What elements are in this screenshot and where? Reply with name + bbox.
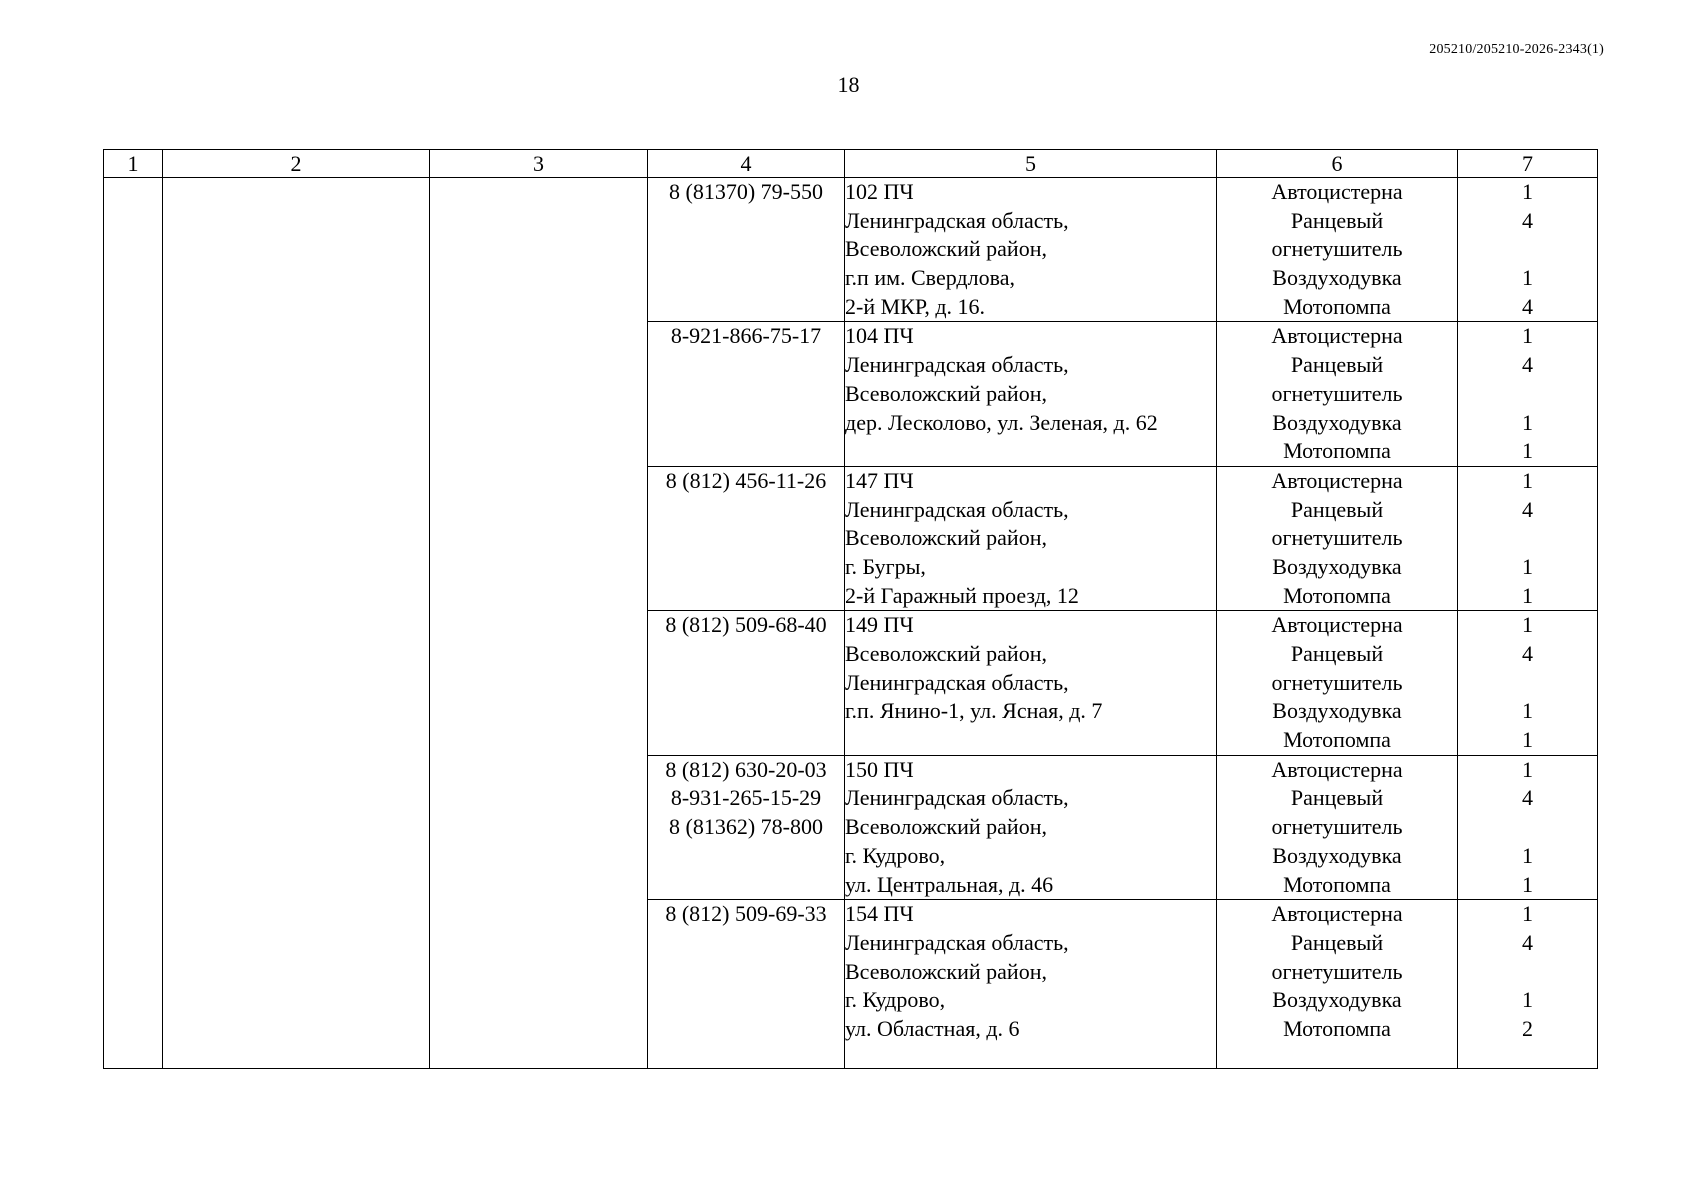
quantity-cell	[1458, 611, 1598, 755]
equipment-cell-line: Воздуходувка	[1272, 409, 1402, 435]
address-cell-line: Всеволожский район,	[845, 641, 1047, 666]
column-header-6: 6	[1217, 150, 1458, 178]
address-cell-line: ул. Центральная, д. 46	[845, 871, 1054, 897]
phone-cell	[648, 322, 845, 466]
quantity-cell-line: 1	[1522, 323, 1533, 349]
address-cell-line: г. Бугры,	[845, 553, 926, 579]
address-cell-line: Ленинградская область,	[845, 785, 1069, 811]
phone-cell	[648, 178, 845, 322]
address-cell-line: 2-й МКР, д. 16.	[845, 293, 986, 319]
quantity-cell-line: 1	[1522, 987, 1533, 1013]
equipment-cell-line: Ранцевый	[1290, 496, 1384, 522]
equipment-cell-line: Автоцистерна	[1271, 179, 1403, 204]
equipment-cell	[1217, 178, 1458, 322]
quantity-cell-line	[1458, 958, 1597, 987]
address-cell-line: Ленинградская область,	[845, 207, 1069, 233]
address-cell-line: Всеволожский район,	[845, 814, 1047, 840]
quantity-cell-line: 4	[1522, 293, 1533, 319]
address-cell-line: Ленинградская область,	[845, 929, 1069, 955]
phone-cell-line: 8 (812) 456-11-26	[665, 467, 827, 493]
phone-cell	[648, 900, 845, 1069]
address-cell-line: 147 ПЧ	[845, 467, 914, 493]
equipment-cell-line: Мотопомпа	[1283, 438, 1391, 464]
equipment-cell-line: огнетушитель	[1271, 958, 1403, 984]
phone-cell-line: 8-921-866-75-17	[670, 323, 822, 349]
quantity-cell-line	[1458, 235, 1597, 264]
fire-stations-table	[103, 149, 1598, 1069]
address-cell-line: г. Кудрово,	[845, 987, 946, 1013]
phone-cell	[648, 466, 845, 610]
table-row	[104, 178, 1598, 322]
document-id: 205210/205210-2026-2343(1)	[1429, 42, 1604, 57]
equipment-cell-line: Мотопомпа	[1283, 582, 1391, 608]
col3-cell	[430, 178, 648, 1069]
phone-cell-line: 8-931-265-15-29	[670, 785, 822, 811]
quantity-cell-line: 4	[1522, 207, 1533, 233]
equipment-cell-line: Автоцистерна	[1271, 323, 1403, 349]
equipment-cell-line: Мотопомпа	[1283, 293, 1391, 319]
equipment-cell-line: Мотопомпа	[1283, 871, 1391, 897]
equipment-cell-line: Ранцевый	[1290, 785, 1384, 811]
equipment-cell-line: огнетушитель	[1271, 236, 1403, 262]
phone-cell-line: 8 (81362) 78-800	[669, 814, 823, 840]
address-cell-line: 149 ПЧ	[845, 612, 914, 638]
equipment-cell-line: Воздуходувка	[1272, 265, 1402, 291]
quantity-cell-line: 1	[1522, 438, 1533, 464]
column-header-1: 1	[104, 150, 163, 178]
column-header-7: 7	[1458, 150, 1598, 178]
quantity-cell-line: 1	[1522, 727, 1533, 753]
address-cell	[845, 466, 1217, 610]
quantity-cell-line: 1	[1522, 871, 1533, 897]
equipment-cell-line: Воздуходувка	[1272, 698, 1402, 724]
quantity-cell-line: 1	[1522, 698, 1533, 724]
address-cell-line: Всеволожский район,	[845, 380, 1047, 406]
column-header-3: 3	[430, 150, 648, 178]
equipment-cell-line: Автоцистерна	[1271, 467, 1403, 493]
quantity-cell-line: 1	[1522, 842, 1533, 868]
phone-cell-line: 8 (812) 509-69-33	[665, 901, 827, 927]
phone-cell-line: 8 (812) 509-68-40	[665, 612, 827, 638]
quantity-cell-line: 1	[1522, 901, 1533, 927]
equipment-cell-line: огнетушитель	[1271, 525, 1403, 551]
quantity-cell-line: 4	[1522, 641, 1533, 666]
quantity-cell	[1458, 900, 1598, 1069]
equipment-cell-line: Автоцистерна	[1271, 901, 1403, 927]
address-cell-line: Ленинградская область,	[845, 352, 1069, 378]
column-header-5: 5	[845, 150, 1217, 178]
address-cell-line: 104 ПЧ	[845, 323, 914, 349]
quantity-cell-line: 4	[1522, 496, 1533, 522]
address-cell-line: дер. Лесколово, ул. Зеленая, д. 62	[845, 409, 1158, 435]
quantity-cell-line: 4	[1522, 785, 1533, 811]
address-cell-line: г. Кудрово,	[845, 842, 946, 868]
quantity-cell-line: 4	[1522, 352, 1533, 378]
equipment-cell	[1217, 900, 1458, 1069]
equipment-cell	[1217, 322, 1458, 466]
quantity-cell-line	[1458, 813, 1597, 842]
quantity-cell-line: 1	[1522, 265, 1533, 291]
quantity-cell	[1458, 466, 1598, 610]
equipment-cell-line: огнетушитель	[1271, 380, 1403, 406]
address-cell-line: г.п. Янино-1, ул. Ясная, д. 7	[845, 698, 1103, 724]
equipment-cell-line: огнетушитель	[1271, 814, 1403, 840]
address-cell-line: г.п им. Свердлова,	[845, 265, 1015, 291]
quantity-cell-line: 1	[1522, 409, 1533, 435]
equipment-cell-line: Ранцевый	[1290, 929, 1384, 955]
quantity-cell-line: 1	[1522, 612, 1533, 638]
equipment-cell	[1217, 611, 1458, 755]
equipment-cell	[1217, 466, 1458, 610]
address-cell	[845, 900, 1217, 1069]
address-cell-line: Всеволожский район,	[845, 958, 1047, 984]
address-cell-line: 150 ПЧ	[845, 756, 914, 782]
equipment-cell-line: Мотопомпа	[1283, 727, 1391, 753]
column-header-row	[104, 150, 1598, 178]
equipment-cell-line: Автоцистерна	[1271, 612, 1403, 638]
quantity-cell-line: 1	[1522, 756, 1533, 782]
equipment-cell-line: Ранцевый	[1290, 207, 1384, 233]
address-cell-line: 154 ПЧ	[845, 901, 914, 927]
quantity-cell-line: 1	[1522, 582, 1533, 608]
address-cell	[845, 611, 1217, 755]
address-cell-line: Всеволожский район,	[845, 525, 1047, 551]
phone-cell	[648, 611, 845, 755]
equipment-cell-line: Мотопомпа	[1283, 1015, 1391, 1041]
address-cell	[845, 322, 1217, 466]
address-cell-line: Ленинградская область,	[845, 496, 1069, 522]
equipment-cell-line: огнетушитель	[1271, 669, 1403, 695]
equipment-cell-line: Автоцистерна	[1271, 756, 1403, 782]
quantity-cell-line: 1	[1522, 553, 1533, 579]
quantity-cell-line: 1	[1522, 467, 1533, 493]
column-header-2: 2	[163, 150, 430, 178]
equipment-cell-line: Ранцевый	[1290, 352, 1384, 378]
quantity-cell-line	[1458, 524, 1597, 553]
address-cell	[845, 178, 1217, 322]
quantity-cell	[1458, 755, 1598, 899]
quantity-cell-line	[1458, 669, 1597, 698]
col2-cell	[163, 178, 430, 1069]
quantity-cell-line: 4	[1522, 929, 1533, 955]
address-cell	[845, 755, 1217, 899]
column-header-4: 4	[648, 150, 845, 178]
equipment-cell-line: Воздуходувка	[1272, 842, 1402, 868]
page-number: 18	[837, 72, 860, 97]
address-cell-line: 2-й Гаражный проезд, 12	[845, 582, 1079, 608]
phone-cell-line: 8 (812) 630-20-03	[665, 756, 827, 782]
address-cell-line: Всеволожский район,	[845, 236, 1047, 262]
address-cell-line: ул. Областная, д. 6	[845, 1015, 1020, 1041]
equipment-cell	[1217, 755, 1458, 899]
quantity-cell	[1458, 322, 1598, 466]
address-cell-line: 102 ПЧ	[845, 179, 914, 204]
quantity-cell	[1458, 178, 1598, 322]
quantity-cell-line: 1	[1522, 179, 1533, 204]
phone-cell	[648, 755, 845, 899]
equipment-cell-line: Ранцевый	[1290, 641, 1384, 666]
col1-cell	[104, 178, 163, 1069]
address-cell-line: Ленинградская область,	[845, 669, 1069, 695]
equipment-cell-line: Воздуходувка	[1272, 987, 1402, 1013]
equipment-cell-line: Воздуходувка	[1272, 553, 1402, 579]
quantity-cell-line: 2	[1522, 1015, 1533, 1041]
quantity-cell-line	[1458, 380, 1597, 409]
phone-cell-line: 8 (81370) 79-550	[669, 179, 823, 204]
